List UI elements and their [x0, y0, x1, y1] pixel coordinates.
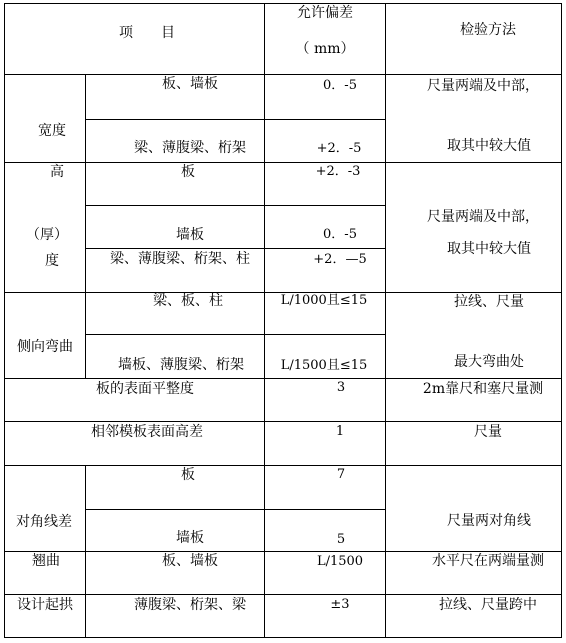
- flatness-value: 3: [336, 380, 346, 395]
- warp-method: 水平尺在两端量测: [432, 553, 544, 569]
- header-method: 检验方法: [460, 22, 516, 38]
- diagonal-sub-1: 板: [181, 467, 195, 483]
- diagonal-sub-2: 墙板: [176, 530, 204, 546]
- warp-sub: 板、墙板: [162, 553, 218, 569]
- height-label-1: 高: [50, 164, 64, 180]
- lateral-bend-label: 侧向弯曲: [17, 339, 73, 355]
- camber-sub: 薄腹梁、桁架、梁: [134, 597, 246, 613]
- height-sub-3: 梁、薄腹梁、桁架、柱: [110, 251, 250, 267]
- lateral-bend-sub-2: 墙板、薄腹梁、桁架: [118, 357, 244, 373]
- grid-line: [264, 3, 265, 638]
- diagonal-value-2: 5: [336, 532, 346, 547]
- adjacent-method: 尺量: [474, 424, 502, 440]
- lateral-bend-value-2: L/1500且≤15: [280, 358, 368, 373]
- width-value-1: 0．-5: [323, 78, 357, 93]
- diagonal-method: 尺量两对角线: [447, 513, 531, 529]
- header-tolerance-line2: （ mm）: [295, 41, 355, 57]
- grid-line: [4, 551, 562, 552]
- grid-line: [4, 421, 562, 422]
- header-tolerance-line1: 允许偏差: [297, 5, 353, 21]
- grid-line: [85, 205, 385, 206]
- grid-line: [4, 3, 5, 638]
- height-value-3: +2．—5: [313, 252, 367, 267]
- grid-line: [4, 637, 562, 638]
- width-method-2: 取其中较大值: [447, 138, 531, 154]
- width-sub-2: 梁、薄腹梁、桁架: [134, 140, 246, 156]
- grid-line: [4, 3, 562, 4]
- width-sub-1: 板、墙板: [162, 76, 218, 92]
- width-value-2: +2．-5: [316, 141, 362, 156]
- height-sub-2: 墙板: [176, 227, 204, 243]
- grid-line: [85, 509, 385, 510]
- height-method-1: 尺量两端及中部，: [427, 209, 539, 225]
- diagonal-value-1: 7: [336, 467, 346, 482]
- camber-label: 设计起拱: [17, 597, 73, 613]
- grid-line: [85, 334, 385, 335]
- lateral-bend-sub-1: 梁、板、柱: [153, 293, 223, 309]
- width-label: 宽度: [38, 123, 66, 139]
- grid-line: [4, 162, 562, 163]
- lateral-bend-method-1: 拉线、尺量: [454, 294, 524, 310]
- height-sub-1: 板: [181, 164, 195, 180]
- grid-line: [85, 248, 385, 249]
- camber-value: ±3: [330, 597, 350, 612]
- adjacent-label: 相邻模板表面高差: [91, 424, 203, 440]
- lateral-bend-value-1: L/1000且≤15: [280, 293, 368, 308]
- height-value-1: +2．-3: [315, 164, 361, 179]
- grid-line: [85, 465, 86, 638]
- grid-line: [85, 119, 385, 120]
- warp-label: 翘曲: [32, 553, 60, 569]
- camber-method: 拉线、尺量跨中: [439, 597, 537, 613]
- diagonal-label: 对角线差: [16, 514, 72, 530]
- height-label-3: 度: [45, 253, 59, 269]
- grid-line: [4, 594, 562, 595]
- warp-value: L/1500: [316, 554, 364, 569]
- height-label-2: （厚）: [26, 227, 68, 243]
- grid-line: [561, 3, 562, 638]
- grid-line: [4, 465, 562, 466]
- width-method-1: 尺量两端及中部，: [427, 78, 539, 94]
- height-method-2: 取其中较大值: [447, 241, 531, 257]
- lateral-bend-method-2: 最大弯曲处: [454, 354, 524, 370]
- adjacent-value: 1: [335, 424, 345, 439]
- flatness-method: 2m靠尺和塞尺量测: [422, 381, 544, 397]
- height-value-2: 0．-5: [323, 227, 357, 242]
- grid-line: [4, 378, 562, 379]
- grid-line: [4, 74, 562, 75]
- flatness-label: 板的表面平整度: [96, 381, 194, 397]
- grid-line: [85, 74, 86, 379]
- grid-line: [385, 3, 386, 638]
- header-item: 项 目: [119, 25, 175, 41]
